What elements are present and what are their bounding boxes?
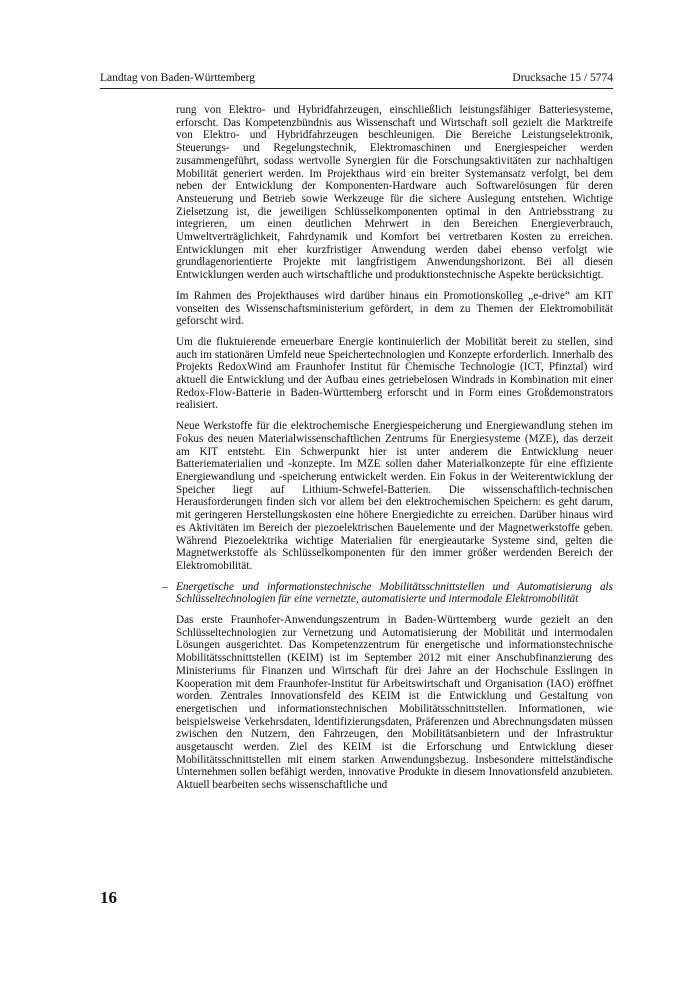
page-number: 16 [100, 888, 117, 907]
paragraph-promotionskolleg: Im Rahmen des Projekthauses wird darüber hinaus ein Promotionskolleg „e-drive“ am KIT vonseiten des Wissenschaftsministerium gefördert, in dem zu Themen der Elektromobilität geforscht wird. [176, 289, 613, 328]
header-document-number: Drucksache 15 / 5774 [512, 72, 613, 84]
paragraph-mze: Neue Werkstoffe für die elektrochemische Energiespeicherung und Energiewandlung stehen im Fokus des neuen Materialwissenschaftlichen Zentrums für Energiesysteme (MZE), das derzeit am KIT entsteht. Ein Schwerpunkt hier ist unter anderem die Entwicklung neuer Batteriematerialien und -konzepte. Im MZE sollen daher Materialkonzepte für eine effiziente Energiewandlung und -speicherung entwickelt werden. Ein Fokus in der Weiterentwicklung der Speicher liegt auf Lithium-Schwefel-Batterien. Die wissenschaftlich-technischen Herausforderungen finden sich vor allem bei den elektrochemischen Speichern: es geht darum, mit geringeren Herstellungskosten eine höhere Energiedichte zu erreichen. Darüber hinaus wird es Aktivitäten im Bereich der piezoelektrischen Bauelemente und der Magnetwerkstoffe geben. Während Piezoelektrika wichtige Materialien für energieautarke Systeme sind, gelten die Magnetwerkstoffe als Schlüsselkomponenten für den immer größer werdenden Bereich der Elektromobilität. [176, 420, 613, 572]
paragraph-projekthaus: rung von Elektro- und Hybridfahrzeugen, einschließlich leistungsfähiger Batteriesysteme, erforscht. Das Kompetenzbündnis aus Wissenschaft und Wirtschaft soll gezielt die Marktreife von Elektro- und Hybridfahrzeugen beschleunigen. Die Bereiche Leistungselektronik, Steuerungs- und Regelungstechnik, Elektromaschinen und Energiespeicher werden zusammengeführt, sodass wertvolle Synergien für die Forschungsaktivitäten zur nachhaltigen Mobilität generiert werden. Im Projekthaus wird ein breiter Systemansatz verfolgt, bei dem neben der Entwicklung der Komponenten-Hardware auch Softwarelösungen für deren Ansteuerung und Betrieb sowie Werkzeuge für die sichere Auslegung entstehen. Wichtige Zielsetzung ist, die jeweiligen Schlüsselkomponenten optimal in den Antriebsstrang zu integrieren, um einen deutlichen Mehrwert in den Bereichen Energieverbrauch, Umweltverträglichkeit, Fahrdynamik und Komfort bei vertretbaren Kosten zu erreichen. Entwicklungen mit eher kurzfristiger Anwendung werden dabei ebenso verfolgt wie grundlagenorientierte Projekte mit langfristigem Anwendungshorizont. Bei all diesen Entwicklungen werden auch wirtschaftliche und produktionstechnische Aspekte berücksichtigt. [176, 104, 613, 282]
bullet-item-mobilitaetsschnittstellen [162, 580, 613, 606]
header-divider [100, 88, 613, 89]
bullet-dash: – [162, 580, 168, 593]
body-text [162, 104, 613, 800]
bullet-heading: Energetische und informationstechnische Mobilitätsschnittstellen und Automatisierung als Schlüsseltechnologien für eine vernetzte, automatisierte und intermodale Elektromobilität [176, 580, 613, 606]
page-header [100, 70, 613, 86]
header-publisher: Landtag von Baden-Württemberg [100, 72, 255, 84]
paragraph-redoxwind: Um die fluktuierende erneuerbare Energie kontinuierlich der Mobilität bereit zu stellen, sind auch im stationären Umfeld neue Speichertechnologien und Konzepte erforderlich. Innerhalb des Projekts RedoxWind am Fraunhofer Institut für Chemische Technologie (ICT, Pfinztal) wird aktuell die Entwicklung und der Aufbau eines getriebelosen Windrads in Kombination mit einer Redox-Flow-Batterie in Baden-Württemberg erforscht und in Form eines Großdemonstrators realisiert. [176, 335, 613, 412]
paragraph-keim: Das erste Fraunhofer-Anwendungszentrum in Baden-Württemberg wurde gezielt an den Schlüsseltechnologien zur Vernetzung und Automatisierung der Mobilität und intermodalen Lösungen ausgerichtet. Das Kompetenzzentrum für energetische und informationstechnische Mobilitätsschnittstellen (KEIM) ist im September 2012 mit einer Anschubfinanzierung des Ministeriums für Finanzen und Wirtschaft für drei Jahre an der Hochschule Esslingen in Kooperation mit dem Fraunhofer-Institut für Arbeitswirtschaft und Organisation (IAO) eröffnet worden. Zentrales Innovationsfeld des KEIM ist die Entwicklung und Gestaltung von energetischen und informationstechnischen Mobilitätsschnittstellen. Informationen, wie beispielsweise Verkehrsdaten, Identifizierungsdaten, Präferenzen und Abrechnungsdaten müssen zwischen den Nutzern, den Fahrzeugen, den Mobilitätsanbietern und der Infrastruktur ausgetauscht werden. Ziel des KEIM ist die Erforschung und Entwicklung dieser Mobilitätsschnittstellen mit einem starken Anwendungsbezug. Insbesondere mittelständische Unternehmen sollen befähigt werden, innovative Produkte in diesem Innovationsfeld anzubieten. Aktuell bearbeiten sechs wissenschaftliche und [176, 614, 613, 792]
